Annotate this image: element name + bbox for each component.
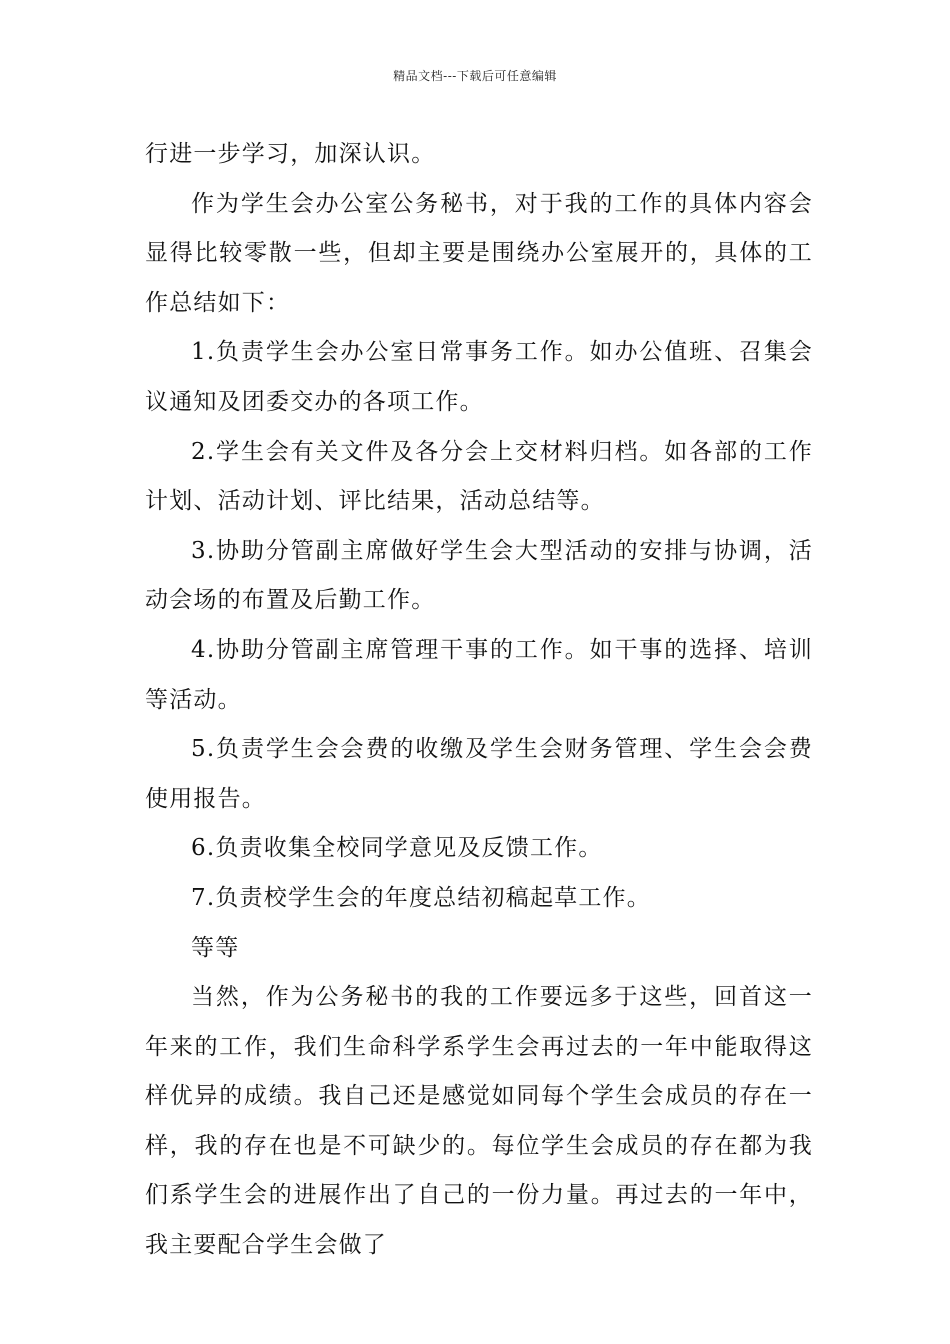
list-item-2: 2.学生会有关文件及各分会上交材料归档。如各部的工作计划、活动计划、评比结果，活动总结等。 xyxy=(145,438,813,515)
paragraph-conclusion: 当然，作为公务秘书的我的工作要远多于这些，回首这一年来的工作，我们生命科学系学生会再过去的一年中能取得这样优异的成绩。我自己还是感觉如同每个学生会成员的存在一样，我的存在也是不可缺少的。每位学生会成员的存在都为我们系学生会的进展作出了自己的一份力量。再过去的一年中，我主要配合学生会做了 xyxy=(145,984,813,1259)
list-item-3: 3.协助分管副主席做好学生会大型活动的安排与协调，活动会场的布置及后勤工作。 xyxy=(145,537,813,614)
page-header: 精品文档---下载后可任意编辑 xyxy=(393,69,557,83)
paragraph-intro: 作为学生会办公室公务秘书，对于我的工作的具体内容会显得比较零散一些，但却主要是围绕办公室展开的，具体的工作总结如下： xyxy=(145,190,813,316)
paragraph-continuation: 行进一步学习，加深认识。 xyxy=(145,141,436,167)
list-item-6: 6.负责收集全校同学意见及反馈工作。 xyxy=(191,835,603,862)
paragraph-etc: 等等 xyxy=(191,934,240,961)
list-item-5: 5.负责学生会会费的收缴及学生会财务管理、学生会会费使用报告。 xyxy=(145,736,813,812)
list-item-1: 1.负责学生会办公室日常事务工作。如办公值班、召集会议通知及团委交办的各项工作。 xyxy=(145,339,813,415)
list-item-4: 4.协助分管副主席管理干事的工作。如干事的选择、培训等活动。 xyxy=(145,636,813,713)
list-item-7: 7.负责校学生会的年度总结初稿起草工作。 xyxy=(191,884,651,911)
document-body xyxy=(145,130,813,1271)
